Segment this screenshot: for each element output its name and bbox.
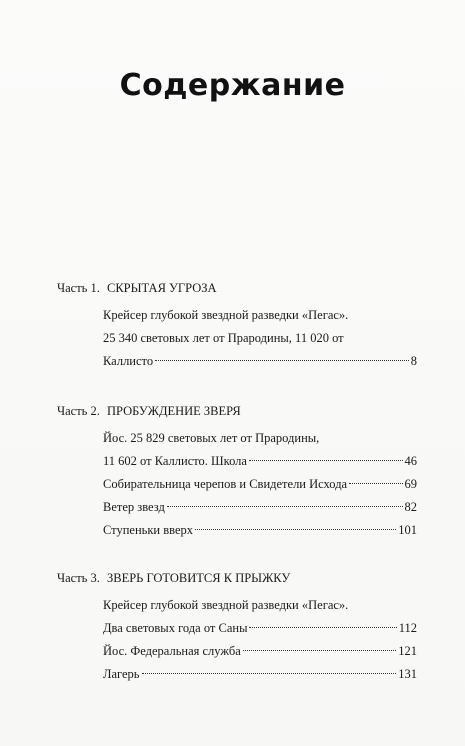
entry-title: Лагерь <box>103 667 140 681</box>
entry-title: Каллисто <box>103 354 154 368</box>
part-entries <box>103 594 417 686</box>
part-entries <box>103 304 417 373</box>
toc-entry[interactable] <box>103 350 417 373</box>
entry-title: Два световых года от Саны <box>103 621 248 635</box>
part-title: ЗВЕРЬ ГОТОВИТСЯ К ПРЫЖКУ <box>107 571 291 585</box>
dot-leader <box>195 528 396 530</box>
toc-part-2 <box>57 404 417 542</box>
part-title: ПРОБУЖДЕНИЕ ЗВЕРЯ <box>107 404 241 418</box>
part-label: Часть 2. <box>57 404 100 418</box>
part-label: Часть 1. <box>57 281 100 295</box>
part-heading <box>57 404 417 422</box>
entry-line: Йос. 25 829 световых лет от Прародины, <box>103 431 320 445</box>
toc-part-1 <box>57 281 417 373</box>
toc-entry[interactable] <box>103 663 417 686</box>
page-number: 82 <box>404 500 417 514</box>
toc-entry[interactable] <box>103 519 417 542</box>
entry-title: 11 602 от Каллисто. Школа <box>103 454 247 468</box>
toc-entry[interactable] <box>103 617 417 640</box>
part-entries <box>103 427 417 542</box>
part-title: СКРЫТАЯ УГРОЗА <box>107 281 217 295</box>
toc-entry[interactable] <box>103 473 417 496</box>
page-number: 8 <box>410 354 417 368</box>
toc-entry[interactable] <box>103 450 417 473</box>
dot-leader <box>249 459 403 461</box>
toc-entry[interactable] <box>103 640 417 663</box>
dot-leader <box>349 482 402 484</box>
page-number: 112 <box>398 621 417 635</box>
page-number: 46 <box>404 454 417 468</box>
entry-title: Ветер звезд <box>103 500 165 514</box>
part-heading <box>57 281 417 299</box>
part-heading <box>57 571 417 589</box>
part-label: Часть 3. <box>57 571 100 585</box>
dot-leader <box>249 626 396 628</box>
entry-line: 25 340 световых лет от Прародины, 11 020 от <box>103 331 344 345</box>
dot-leader <box>167 505 403 507</box>
entry-title: Йос. Федеральная служба <box>103 644 241 658</box>
page-number: 131 <box>398 667 417 681</box>
toc-part-3 <box>57 571 417 686</box>
page-number: 101 <box>398 523 417 537</box>
entry-title: Ступеньки вверх <box>103 523 194 537</box>
dot-leader <box>243 649 396 651</box>
page-title: Содержание <box>119 68 346 103</box>
page-number: 69 <box>404 477 417 491</box>
page-number: 121 <box>398 644 417 658</box>
toc-entry[interactable] <box>103 496 417 519</box>
entry-title: Собирательница черепов и Свидетели Исхода <box>103 477 348 491</box>
entry-line: Крейсер глубокой звездной разведки «Пегас». <box>103 598 349 612</box>
dot-leader <box>155 359 409 361</box>
entry-line: Крейсер глубокой звездной разведки «Пегас». <box>103 308 349 322</box>
dot-leader <box>142 672 397 674</box>
